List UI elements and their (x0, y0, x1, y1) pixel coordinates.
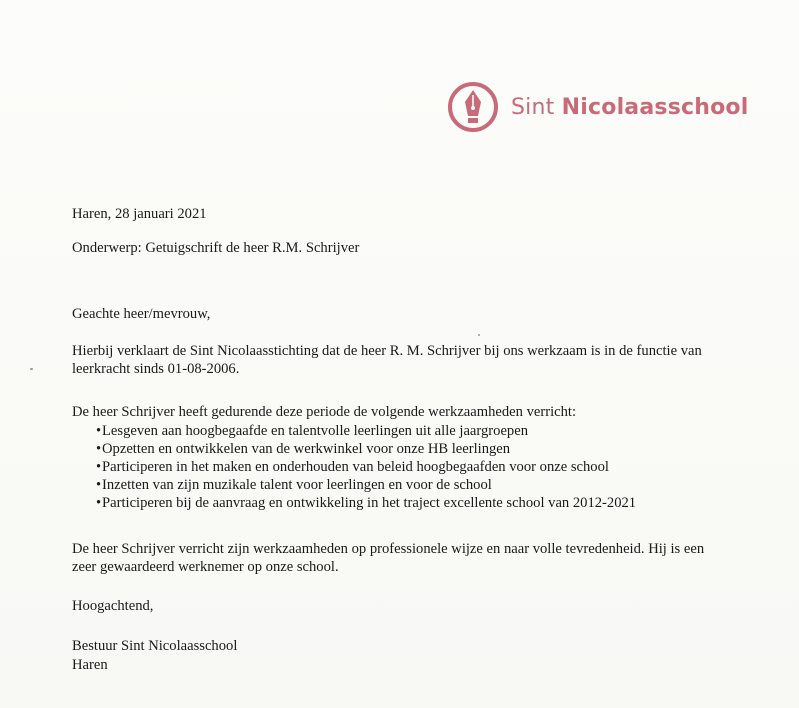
school-name-part2: Nicolaasschool (561, 94, 749, 120)
paragraph2-line1: De heer Schrijver verricht zijn werkzaamheden op professionele wijze en naar volle tevredenheid. Hij is een (72, 541, 705, 557)
scan-speck (478, 334, 480, 336)
list-item: • Lesgeven aan hoogbegaafde en talentvolle leerlingen uit alle jaargroepen (72, 422, 636, 440)
closing: Hoogachtend, (72, 598, 154, 614)
list-item: • Participeren in het maken en onderhouden van beleid hoogbegaafden voor onze school (72, 458, 636, 476)
tasks-list (72, 422, 636, 512)
list-item: • Inzetten van zijn muzikale talent voor leerlingen en voor de school (72, 476, 636, 494)
salutation: Geachte heer/mevrouw, (72, 306, 211, 322)
school-logo (447, 80, 748, 134)
list-item: • Opzetten en ontwikkelen van de werkwinkel voor onze HB leerlingen (72, 440, 636, 458)
scan-speck (30, 368, 33, 370)
subject-line: Onderwerp: Getuigschrift de heer R.M. Schrijver (72, 240, 360, 256)
tasks-intro: De heer Schrijver heeft gedurende deze periode de volgende werkzaamheden verricht: (72, 404, 577, 420)
school-name (511, 95, 748, 120)
school-name-part1: Sint (511, 94, 555, 120)
pen-nib-logo-icon (447, 81, 499, 133)
signature-place: Haren (72, 657, 108, 673)
paragraph1-line2: leerkracht sinds 01-08-2006. (72, 361, 240, 377)
place-date: Haren, 28 januari 2021 (72, 206, 207, 222)
paragraph1-line1: Hierbij verklaart de Sint Nicolaasstichting dat de heer R. M. Schrijver bij ons werkzaam is in de functie van (72, 343, 702, 359)
list-item: • Participeren bij de aanvraag en ontwikkeling in het traject excellente school van 2012-2021 (72, 494, 636, 512)
paragraph2-line2: zeer gewaardeerd werknemer op onze school. (72, 559, 339, 575)
signature-organization: Bestuur Sint Nicolaasschool (72, 638, 238, 654)
